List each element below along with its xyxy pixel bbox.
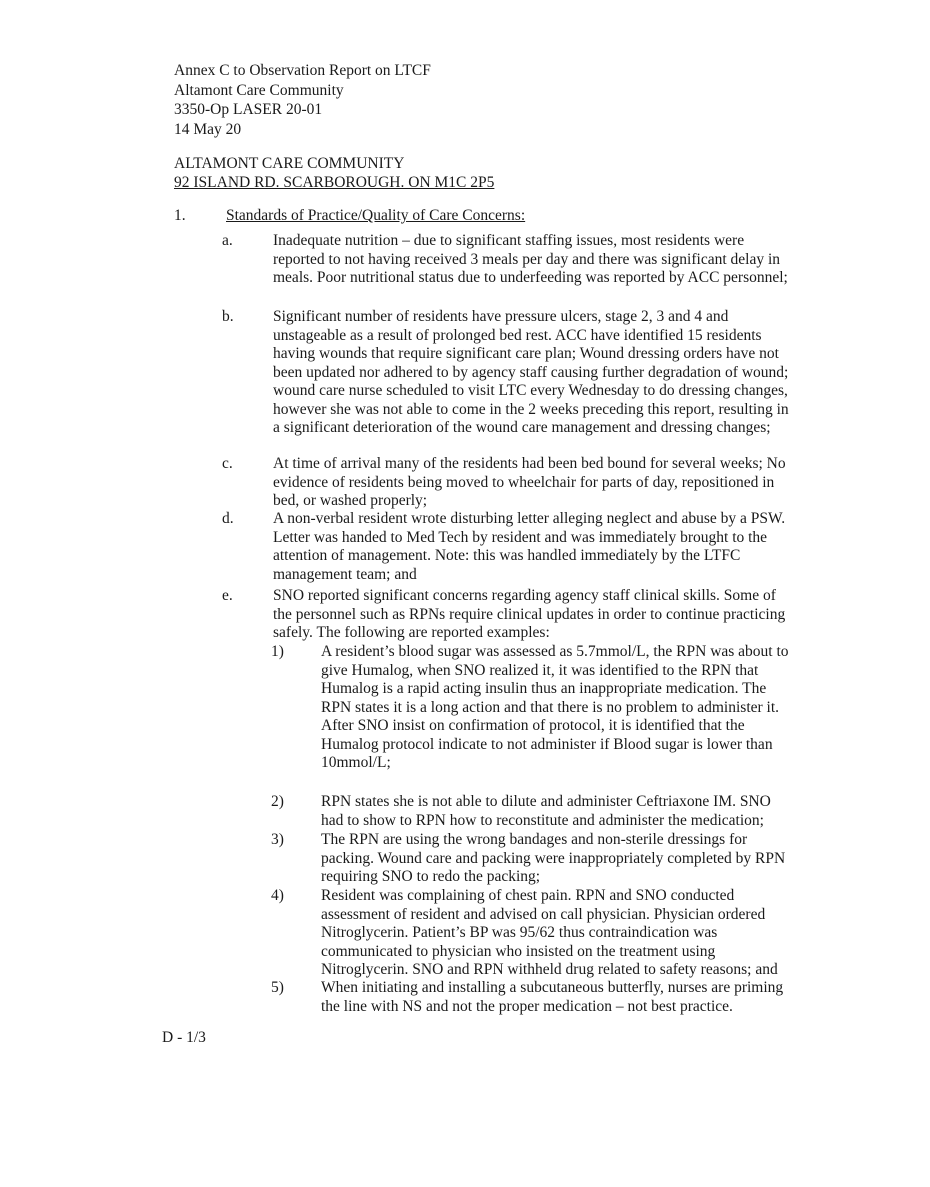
item-letter: a. [222, 232, 233, 249]
sub-item-text: RPN states she is not able to dilute and administer Ceftriaxone IM. SNO had to show to RPN how to reconstitute and administer the medication; [321, 793, 771, 829]
item-letter: e. [222, 587, 233, 604]
section-number: 1. [174, 207, 186, 224]
operation-reference: 3350-Op LASER 20-01 [174, 101, 323, 118]
sub-item-number: 4) [271, 887, 284, 904]
facility-name-caps: ALTAMONT CARE COMMUNITY [174, 155, 405, 172]
facility-address-block [174, 155, 494, 192]
annex-title: Annex C to Observation Report on LTCF [174, 62, 431, 79]
sub-item-number: 1) [271, 643, 284, 660]
section-title: Standards of Practice/Quality of Care Concerns: [226, 207, 526, 224]
facility-name: Altamont Care Community [174, 81, 344, 99]
street-address: 92 ISLAND RD. SCARBOROUGH. ON M1C 2P5 [174, 173, 495, 191]
item-text: SNO reported significant concerns regarding agency staff clinical skills. Some of the personnel such as RPNs require clinical updates in order to continue practicing safely. The following are reported examples: [273, 587, 786, 641]
item-letter: d. [222, 510, 234, 527]
sub-item-number: 2) [271, 793, 284, 810]
sub-item-number: 3) [271, 831, 284, 848]
sub-item-text: Resident was complaining of chest pain. RPN and SNO conducted assessment of resident and advised on call physician. Physician ordered Nitroglycerin. Patient’s BP was 95/62 thus contraindication was communicated to physician who insisted on the treatment using Nitroglycerin. SNO and RPN withheld drug related to safety reasons; and [321, 887, 778, 978]
page-number: D - 1/3 [162, 1029, 206, 1046]
item-text: Inadequate nutrition – due to significant staffing issues, most residents were reported to not having received 3 meals per day and there was significant delay in meals. Poor nutritional status due to underfeeding was reported by ACC personnel; [273, 232, 788, 286]
sub-item-text: The RPN are using the wrong bandages and non-sterile dressings for packing. Wound care and packing were inappropriately completed by RPN requiring SNO to redo the packing; [321, 831, 786, 885]
item-text: A non-verbal resident wrote disturbing letter alleging neglect and abuse by a PSW. Letter was handed to Med Tech by resident and was immediately brought to the attention of management. Note: this was handled immediately by the LTFC management team; and [273, 510, 786, 583]
item-text: Significant number of residents have pressure ulcers, stage 2, 3 and 4 and unstageable as a result of prolonged bed rest. ACC have identified 15 residents having wounds that require significant care plan; Wound dressing orders have not been updated nor adhered to by agency staff causing further degradation of wound; wound care nurse scheduled to visit LTC every Wednesday to do dressing changes, however she was not able to come in the 2 weeks preceding this report, resulting in a significant deterioration of the wound care management and dressing changes; [273, 308, 789, 436]
annex-header [174, 61, 431, 139]
sub-item-number: 5) [271, 979, 284, 996]
sub-item-text: A resident’s blood sugar was assessed as 5.7mmol/L, the RPN was about to give Humalog, when SNO realized it, it was identified to the RPN that Humalog is a rapid acting insulin thus an inappropriate medication. The RPN states it is a long action and that there is no problem to administer it. After SNO insist on confirmation of protocol, it is identified that the Humalog protocol indicate to not administer if Blood sugar is lower than 10mmol/L; [321, 643, 789, 771]
item-letter: b. [222, 308, 234, 325]
sub-item-text: When initiating and installing a subcutaneous butterfly, nurses are priming the line with NS and not the proper medication – not best practice. [321, 979, 784, 1015]
report-date: 14 May 20 [174, 120, 242, 138]
item-text: At time of arrival many of the residents had been bed bound for several weeks; No evidence of residents being moved to wheelchair for parts of day, repositioned in bed, or washed properly; [273, 455, 786, 509]
item-letter: c. [222, 455, 233, 472]
